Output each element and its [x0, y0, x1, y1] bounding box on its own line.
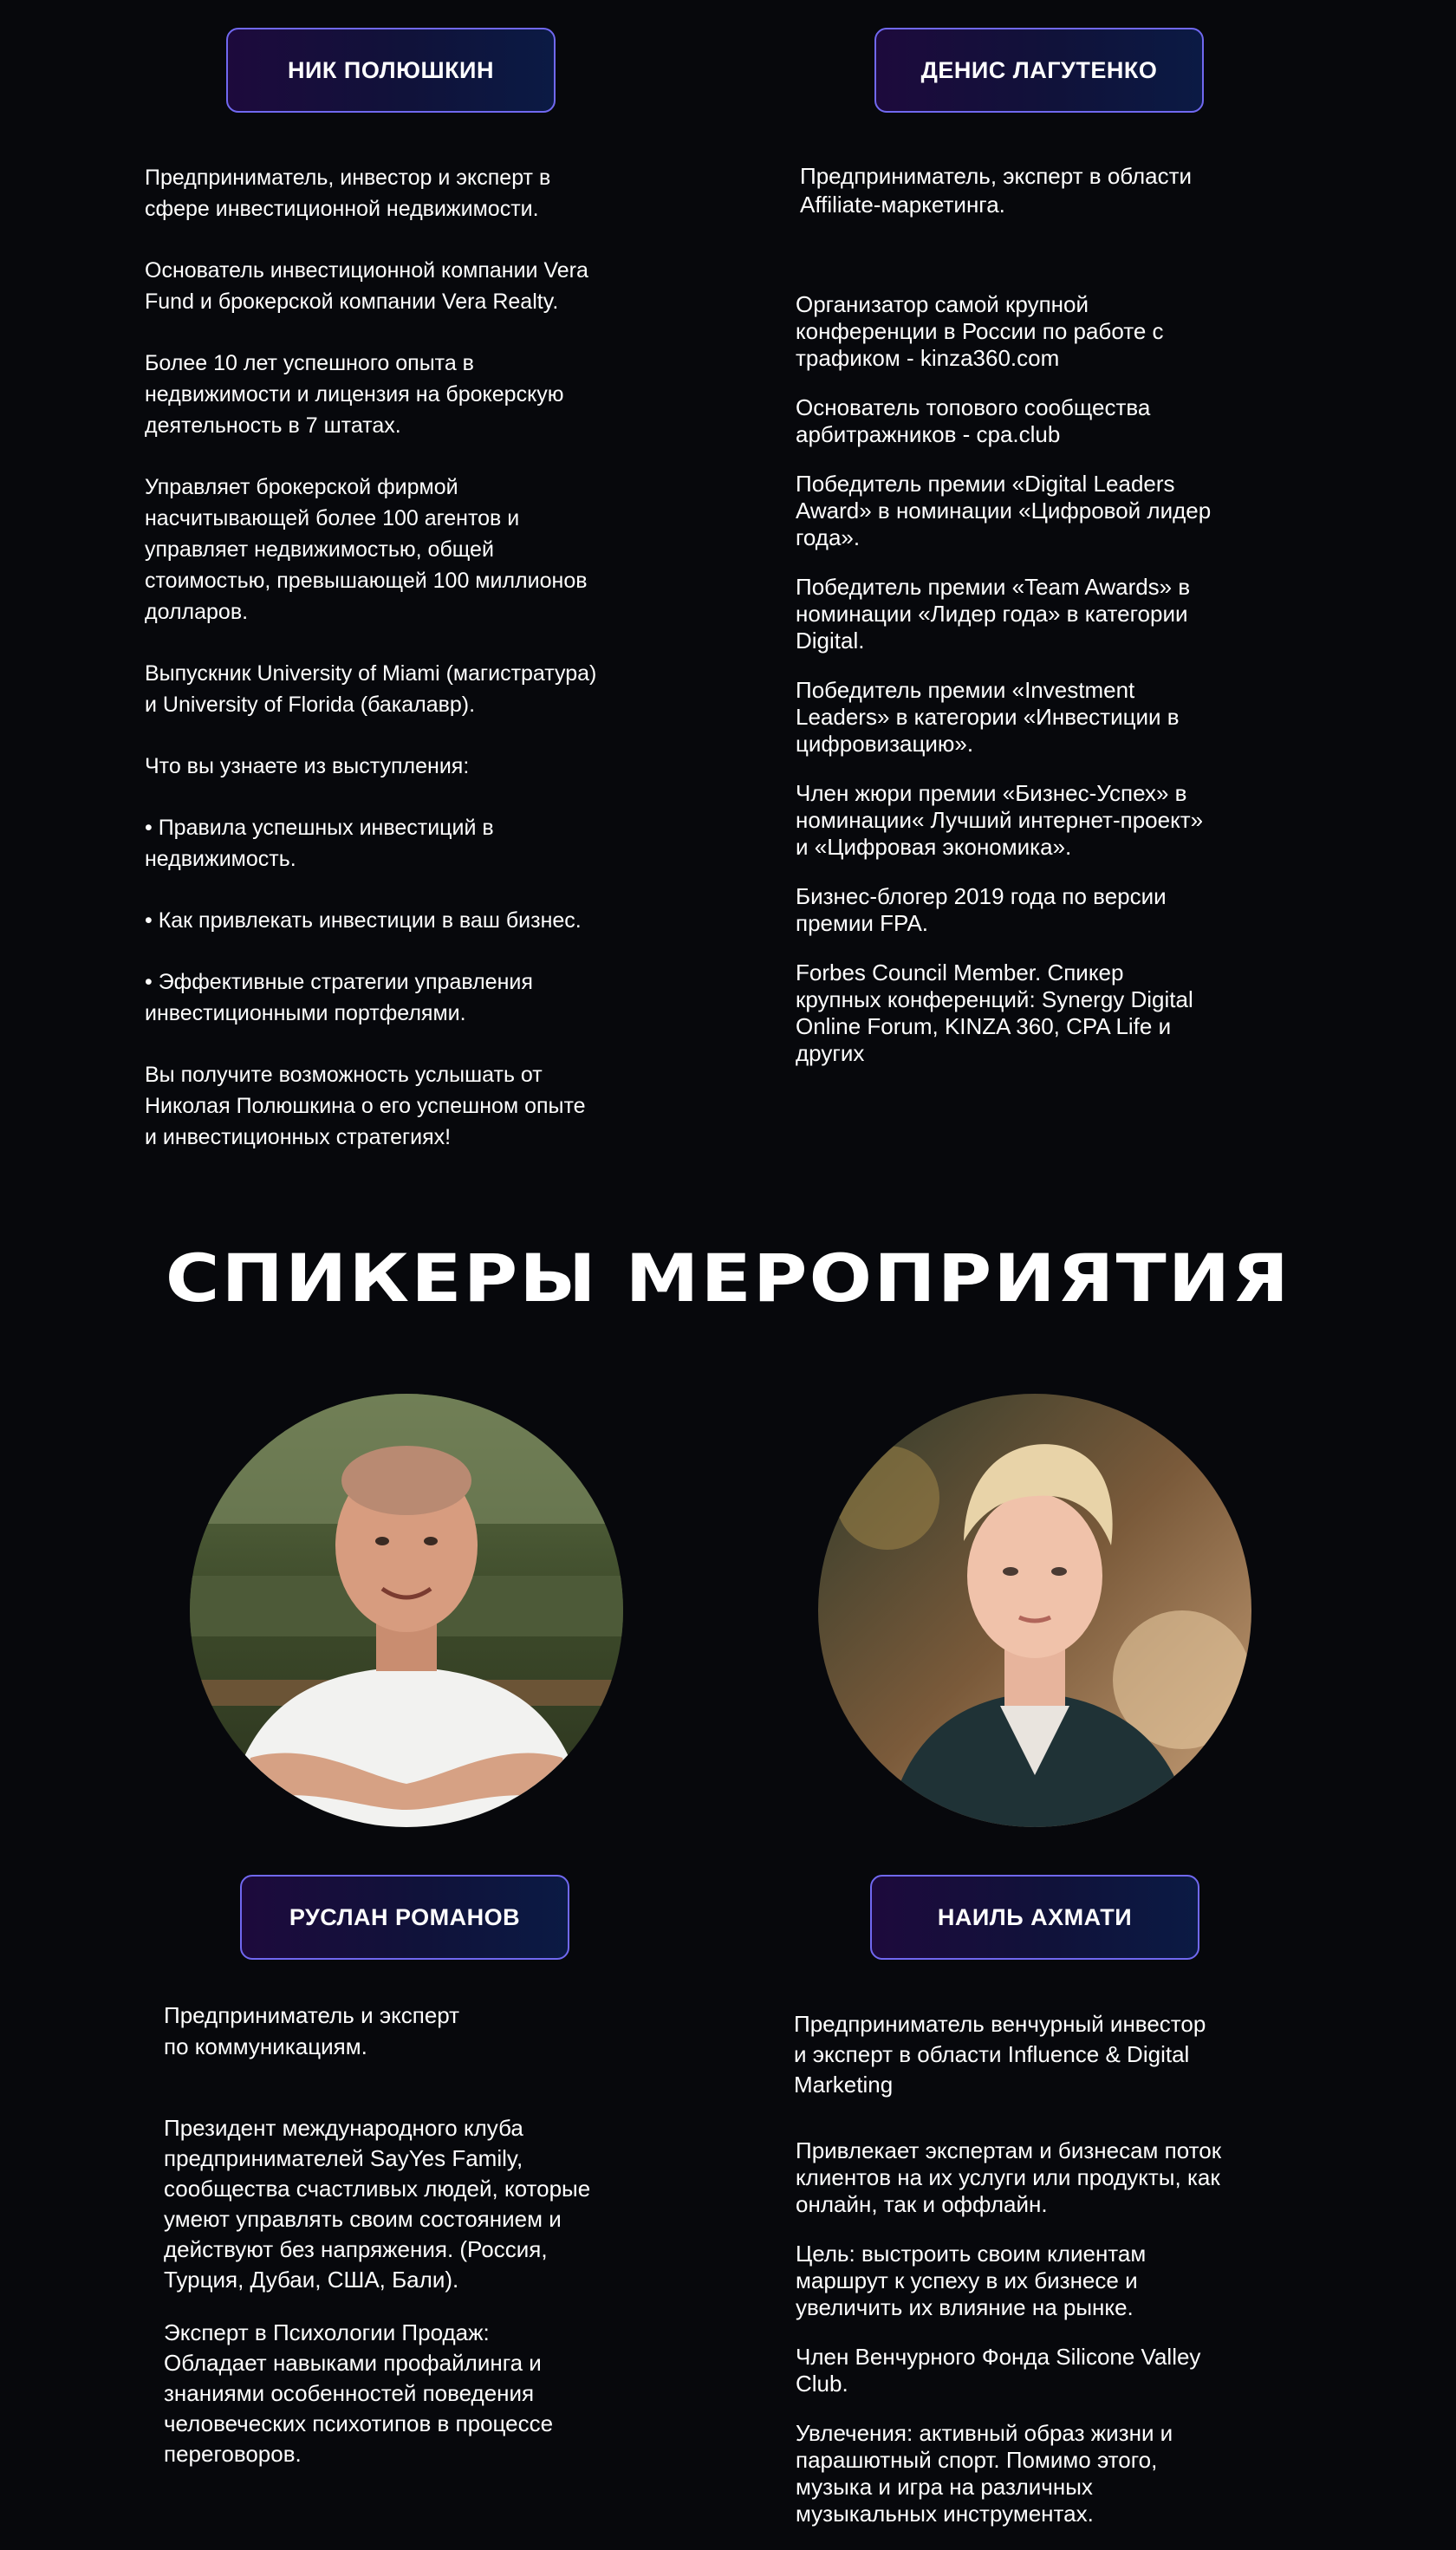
speaker-photo-akhmati	[818, 1394, 1251, 1827]
bio-paragraph: Бизнес-блогер 2019 года по версии премии FPA.	[796, 883, 1167, 936]
bio-paragraph: Предприниматель, инвестор и эксперт в сфере инвестиционной недвижимости.	[145, 166, 551, 221]
bio-paragraph: Член Венчурного Фонда Silicone Valley Club.	[796, 2344, 1201, 2397]
bio-paragraph: Победитель премии «Digital Leaders Award» в номинации «Цифровой лидер года».	[796, 471, 1212, 550]
speaker-name-button-akhmati[interactable]: НАИЛЬ АХМАТИ	[870, 1875, 1199, 1960]
speaker-intro-akhmati: Предприниматель венчурный инвестор и эксперт в области Influence & Digital Marketing	[794, 2011, 1206, 2098]
speaker-bio-polyushkin	[145, 162, 699, 1183]
bio-paragraph: Цель: выстроить своим клиентам маршрут к успеху в их бизнесе и увеличить их влияние на рынке.	[796, 2241, 1147, 2320]
speaker-intro-lagutenko: Предприниматель, эксперт в области Affiliate-маркетинга.	[800, 163, 1193, 218]
bio-paragraph: • Правила успешных инвестиций в недвижимость.	[145, 816, 494, 871]
bio-paragraph: Эксперт в Психологии Продаж: Обладает навыками профайлинга и знаниями особенностей поведения человеческих психотипов в процессе переговоров.	[164, 2319, 554, 2467]
bio-paragraph: Основатель топового сообщества арбитражников - cpa.club	[796, 394, 1151, 447]
bio-paragraph: Более 10 лет успешного опыта в недвижимости и лицензия на брокерскую деятельность в 7 штатах.	[145, 351, 564, 438]
speaker-bio-lagutenko	[796, 291, 1350, 1090]
bio-paragraph: Управляет брокерской фирмой насчитывающей более 100 агентов и управляет недвижимостью, общей стоимостью, превышающей 100 миллионов долларов.	[145, 475, 588, 624]
bio-paragraph: Член жюри премии «Бизнес-Успех» в номинации« Лучший интернет-проект» и «Цифровая экономика».	[796, 780, 1204, 860]
bio-paragraph: Победитель премии «Team Awards» в номинации «Лидер года» в категории Digital.	[796, 574, 1191, 654]
bio-paragraph: Президент международного клуба предпринимателей SayYes Family, сообщества счастливых людей, которые умеют управлять своим состоянием и действуют без напряжения. (Россия, Турция, Дубаи, США, Бали).	[164, 2115, 591, 2293]
speaker-photo-romanov	[190, 1394, 623, 1827]
section-title: СПИКЕРЫ МЕРОПРИЯТИЯ	[165, 1239, 1291, 1317]
bio-paragraph: Привлекает экспертам и бизнесам поток клиентов на их услуги или продукты, как онлайн, так и оффлайн.	[796, 2137, 1222, 2217]
speaker-bio-akhmati	[796, 2137, 1385, 2550]
speaker-name-button-polyushkin[interactable]: НИК ПОЛЮШКИН	[226, 28, 556, 113]
portrait-illustration	[818, 1394, 1251, 1827]
bio-paragraph: Что вы узнаете из выступления:	[145, 754, 470, 778]
bio-paragraph: • Как привлекать инвестиции в ваш бизнес.	[145, 908, 582, 933]
portrait-illustration	[190, 1394, 623, 1827]
speaker-intro-romanov: Предприниматель и эксперт по коммуникациям.	[164, 2002, 460, 2059]
bio-paragraph: Вы получите возможность услышать от Николая Полюшкина о его успешном опыте и инвестиционных стратегиях!	[145, 1063, 586, 1149]
bio-paragraph: Увлечения: активный образ жизни и парашютный спорт. Помимо этого, музыка и игра на различных музыкальных инструментах.	[796, 2420, 1173, 2527]
speaker-bio-romanov	[164, 2113, 718, 2492]
bio-paragraph: Основатель инвестиционной компании Vera Fund и брокерской компании Vera Realty.	[145, 258, 588, 314]
bio-paragraph: Победитель премии «Investment Leaders» в категории «Инвестиции в цифровизацию».	[796, 677, 1180, 757]
speaker-name-button-lagutenko[interactable]: ДЕНИС ЛАГУТЕНКО	[874, 28, 1204, 113]
bio-paragraph: Выпускник University of Miami (магистратура) и University of Florida (бакалавр).	[145, 661, 597, 717]
bio-paragraph: • Эффективные стратегии управления инвестиционными портфелями.	[145, 970, 533, 1025]
bio-paragraph: Forbes Council Member. Спикер крупных конференций: Synergy Digital Online Forum, KINZA 360, CPA Life и других	[796, 960, 1193, 1066]
bio-paragraph: Организатор самой крупной конференции в России по работе с трафиком - kinza360.com	[796, 291, 1164, 371]
speaker-name-button-romanov[interactable]: РУСЛАН РОМАНОВ	[240, 1875, 569, 1960]
